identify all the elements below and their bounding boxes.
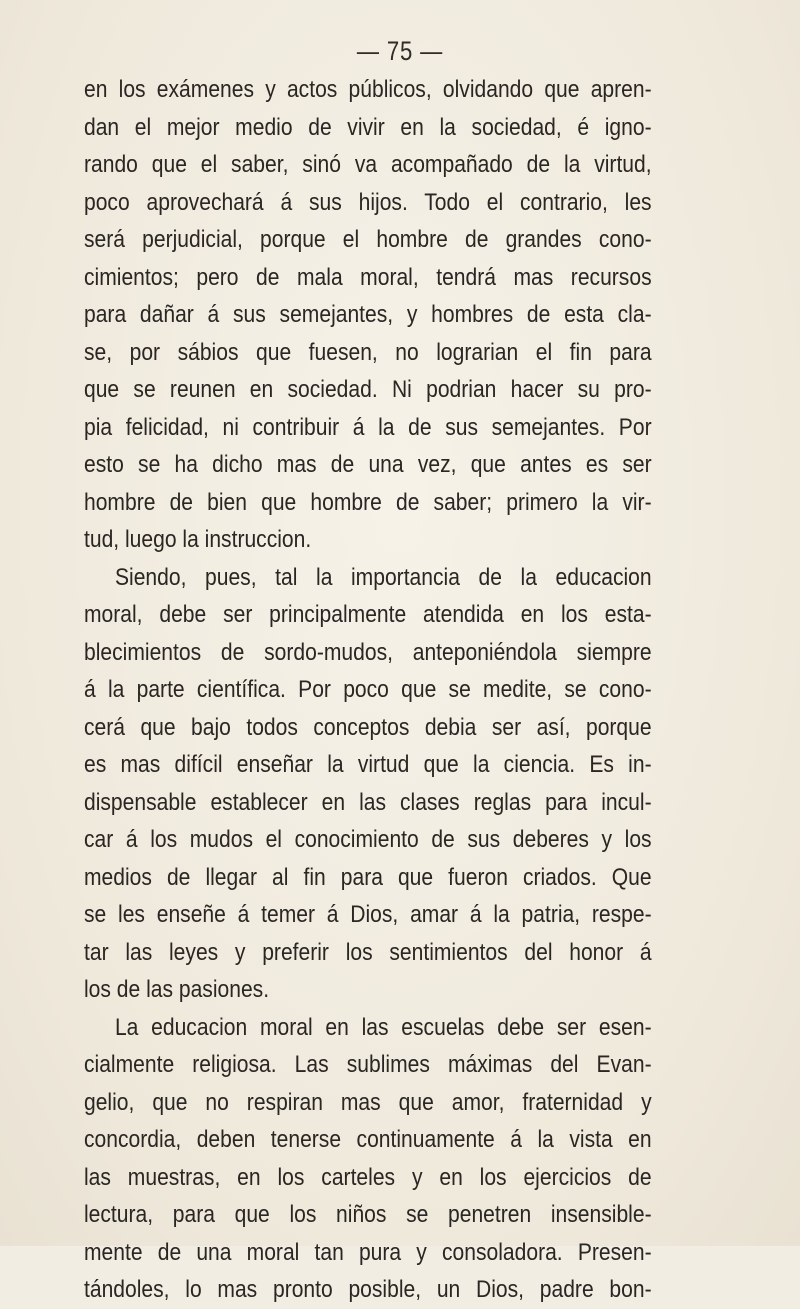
text-line: concordia, deben tenerse continuamente á la vista en — [84, 1126, 652, 1153]
text-line: cimientos; pero de mala moral, tendrá mas recursos — [84, 263, 652, 291]
page-number: — 75 — — [356, 36, 444, 66]
text-line: dispensable establecer en las clases reglas para incul- — [84, 788, 652, 816]
text-line: tándoles, lo mas pronto posible, un Dios, padre bon- — [84, 1276, 652, 1303]
text-line: La educacion moral en las escuelas debe ser esen- — [114, 1013, 652, 1041]
text-line: rando que el saber, sinó va acompañado de la virtud, — [84, 151, 652, 178]
text-line: dan el mejor medio de vivir en la sociedad, é igno- — [84, 113, 652, 141]
text-line: Siendo, pues, tal la importancia de la educacion — [114, 563, 652, 591]
text-line: mente de una moral tan pura y consoladora. Presen- — [84, 1238, 652, 1266]
text-line: poco aprovechará á sus hijos. Todo el contrario, les — [84, 188, 652, 216]
text-line: esto se ha dicho mas de una vez, que antes es ser — [84, 451, 652, 478]
text-line: pia felicidad, ni contribuir á la de sus semejantes. Por — [84, 413, 652, 441]
text-line: blecimientos de sordo-mudos, anteponiéndola siempre — [84, 638, 652, 666]
text-line: en los exámenes y actos públicos, olvidando que apren- — [84, 76, 652, 103]
text-line: car á los mudos el conocimiento de sus deberes y los — [84, 826, 652, 853]
text-line: es mas difícil enseñar la virtud que la ciencia. Es in- — [84, 751, 652, 778]
text-line: hombre de bien que hombre de saber; primero la vir- — [84, 488, 652, 516]
text-line: se, por sábios que fuesen, no lograrian el fin para — [84, 338, 652, 366]
text-line: moral, debe ser principalmente atendida en los esta- — [84, 601, 652, 628]
text-line: será perjudicial, porque el hombre de grandes cono- — [84, 226, 652, 253]
text-line: tar las leyes y preferir los sentimientos del honor á — [84, 938, 652, 966]
text-line: los de las pasiones. — [84, 976, 270, 1003]
text-line: que se reunen en sociedad. Ni podrian hacer su pro- — [84, 376, 652, 403]
text-line: las muestras, en los carteles y en los ejercicios de — [84, 1163, 652, 1191]
body-text — [84, 71, 652, 1309]
text-line: tud, luego la instruccion. — [84, 526, 312, 553]
text-line: cerá que bajo todos conceptos debia ser así, porque — [84, 713, 652, 741]
text-line: cialmente religiosa. Las sublimes máximas del Evan- — [84, 1051, 652, 1078]
text-line: medios de llegar al fin para que fueron criados. Que — [84, 863, 652, 891]
text-line: para dañar á sus semejantes, y hombres de esta cla- — [84, 301, 652, 328]
text-line: se les enseñe á temer á Dios, amar á la patria, respe- — [84, 901, 652, 928]
text-line: á la parte científica. Por poco que se medite, se cono- — [84, 676, 652, 703]
text-line: lectura, para que los niños se penetren insensible- — [84, 1201, 652, 1228]
text-line: gelio, que no respiran mas que amor, fraternidad y — [84, 1088, 652, 1116]
